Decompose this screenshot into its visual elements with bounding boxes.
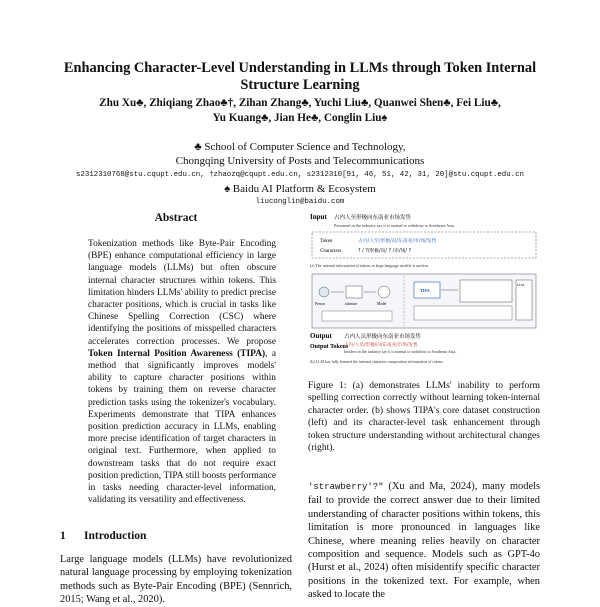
fig-output-tokens: 占内/人员/形极/向/东南亚/市场/发售 — [344, 343, 418, 348]
abstract-method-name: Token Internal Position Awareness (TIPA) — [88, 348, 266, 359]
affiliation-1-line-2: Chongqing University of Posts and Telecommunications — [175, 155, 425, 167]
abstract-heading: Abstract — [154, 212, 198, 224]
fig-node-person: Person — [315, 302, 325, 306]
abstract-body — [88, 238, 276, 506]
paper-title: Enhancing Character-Level Understanding in LLMs through Token Internal Structure Learning — [63, 60, 537, 93]
person-icon — [319, 287, 329, 297]
section-number: 1 — [60, 530, 66, 542]
fig-node-tokens: tokenize — [345, 302, 358, 306]
authors-line-1: Zhu Xu♣, Zhiqiang Zhao♣†, Zihan Zhang♣, Yuchi Liu♣, Quanwei Shen♣, Fei Liu♣, — [99, 97, 501, 109]
fig-node-llm: LLM — [517, 283, 525, 287]
affiliation-1-line-1: ♣ School of Computer Science and Technology, — [194, 141, 406, 153]
fig-output-translation: Insiders in the industry say it is normal to withdraw to Southeast Asia. — [344, 349, 457, 354]
abstract-text-after: , a method that significantly improves models' ability to capture character positions within tokens by training them on reverse character prediction tasks using the tokenizer's vocabulary. Experiments demonstrate that TIPA enhances position prediction accuracy in LLMs, enabling more precise identification of target characters in original text. Furthermore, when applied to downstream tasks that do not require exact position prediction, TIPA still boosts performance in tasks needing character-level information, validating its versatility and effectiveness. — [88, 348, 276, 506]
affiliation-1 — [60, 140, 540, 168]
fig-node-tipa: TIPA — [420, 288, 430, 293]
fig-input-label: Input — [310, 213, 327, 221]
author-list — [60, 96, 540, 126]
fig-output-label: Output — [310, 332, 332, 340]
right-column-body — [308, 480, 540, 602]
fig-node-model: Model — [377, 302, 387, 306]
fig-caption-b: (b) LLM has fully learned the internal character composition information of tokens. — [310, 359, 444, 364]
section-title: Introduction — [84, 530, 147, 542]
fig-token-box — [312, 232, 536, 258]
figure-1 — [308, 210, 540, 370]
fig-characters-value: ? / ?/形极/向/ ? /市/场/ ? — [358, 249, 412, 254]
right-column-text: (Xu and Ma, 2024), many models fail to provide the correct answer due to their limited understanding of character positions within tokens, this limitation is more pronounced in languages like Chinese, where meaning relies heavily on character composition and sequence. Models such as GPT-4o (Hurst et al., 2024) often misidentify specific character positions in the tokenized text. For example, when asked to locate the — [308, 481, 540, 601]
quoted-word: 'strawberry'?" — [308, 482, 384, 492]
abstract-text-before: Tokenization methods like Byte-Pair Encoding (BPE) enhance computational efficiency in large language models (LLMs) but often obscure internal character structures within tokens. This limitation hinders LLMs' ability to predict precise character positions, which is crucial in tasks like Chinese Spelling Correction (CSC) where identifying the positions of misspelled characters accelerates correction processes. We propose — [88, 239, 276, 347]
fig-tokens-label: Output Tokens — [310, 344, 349, 350]
fig-input-translation: Personnel in the industry say it is normal to withdraw to Southeast Asia. — [334, 223, 455, 228]
fig-characters-label: Characters — [320, 249, 342, 254]
authors-line-2: Yu Kuang♣, Jian He♣, Conglin Liu♠ — [212, 112, 388, 124]
introduction-body: Large language models (LLMs) have revolutionized natural language processing by employing tokenization methods such as Byte-Pair Encoding (BPE) (Sennrich, 2015; Wang et al., 2020). — [60, 554, 292, 606]
model-icon — [378, 286, 390, 298]
figure-1-caption: Figure 1: (a) demonstrates LLMs' inability to perform spelling correction correctly without learning token-internal character order. (b) shows TIPA's core dataset construction (left) and its character-level task enhancement through token structure understanding without architectural changes (right). — [308, 380, 540, 454]
fig-output-strip — [414, 306, 512, 320]
section-heading-introduction — [60, 530, 146, 542]
tokenizer-icon — [346, 286, 362, 298]
fig-token-value: 占内/人至/形极/向/东南亚/市/场/发售 — [358, 239, 437, 244]
fig-caption-a: (a) The internal information of tokens in large language models is unclear. — [310, 263, 429, 268]
fig-dataset-strip — [322, 311, 392, 321]
fig-training-box — [460, 280, 512, 302]
email-line-1: s2312310768@stu.cqupt.edu.cn, †zhaozq@cqupt.edu.cn, s2312310[91, 46, 51, 42, 31, 20]@stu.cqupt.edu.cn — [76, 171, 524, 179]
fig-input-chars: 占内人至形极向东南亚市场发售 — [334, 215, 412, 221]
email-line-2: liuconglin@baidu.com — [255, 198, 345, 206]
fig-output-chars: 占内人员形极向东南亚市场发售 — [344, 334, 422, 340]
fig-token-label: Token — [320, 239, 333, 244]
affiliation-2: ♠ Baidu AI Platform & Ecosystem — [224, 183, 376, 195]
